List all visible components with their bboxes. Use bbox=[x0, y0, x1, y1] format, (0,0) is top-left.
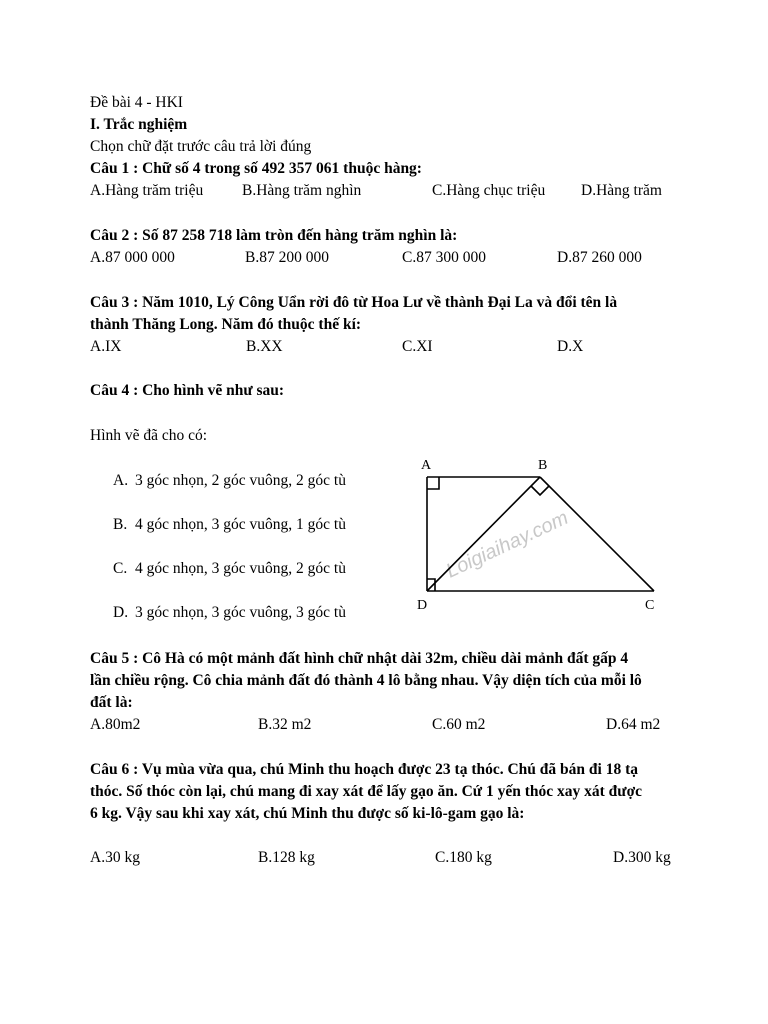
right-angle-mark-b bbox=[531, 486, 549, 495]
question-1-option-b: B.Hàng trăm nghìn bbox=[242, 182, 362, 199]
question-1-text: Câu 1 : Chữ số 4 trong số 492 357 061 thuộc hàng: bbox=[90, 160, 422, 177]
question-5-text-line-3: đất là: bbox=[90, 694, 133, 711]
question-3-text-line-1: Câu 3 : Năm 1010, Lý Công Uẩn rời đô từ Hoa Lư về thành Đại La và đổi tên là bbox=[90, 294, 618, 311]
question-4-option-b bbox=[113, 514, 346, 536]
question-5-option-d: D.64 m2 bbox=[606, 716, 661, 733]
question-6-option-b: B.128 kg bbox=[258, 849, 315, 866]
question-6-text-line-3: 6 kg. Vậy sau khi xay xát, chú Minh thu được số ki-lô-gam gạo là: bbox=[90, 805, 525, 822]
question-6-option-c: C.180 kg bbox=[435, 849, 492, 866]
vertex-label-c: C bbox=[645, 598, 655, 613]
watermark: Loigiaihay.com bbox=[442, 506, 572, 583]
question-3-option-c: C.XI bbox=[402, 338, 433, 355]
question-2-text: Câu 2 : Số 87 258 718 làm tròn đến hàng trăm nghìn là: bbox=[90, 227, 458, 244]
question-2-option-d: D.87 260 000 bbox=[557, 249, 642, 266]
question-2-option-c: C.87 300 000 bbox=[402, 249, 486, 266]
question-1-option-c: C.Hàng chục triệu bbox=[432, 182, 546, 199]
question-6-text-line-2: thóc. Số thóc còn lại, chú mang đi xay xát để lấy gạo ăn. Cứ 1 yến thóc xay xát được bbox=[90, 783, 643, 800]
question-4-option-c bbox=[113, 558, 346, 580]
option-letter: D. bbox=[113, 604, 129, 621]
option-text: 3 góc nhọn, 2 góc vuông, 2 góc tù bbox=[135, 472, 346, 489]
question-4-option-a bbox=[113, 470, 346, 492]
question-6-option-d: D.300 kg bbox=[613, 849, 671, 866]
question-1-option-a: A.Hàng trăm triệu bbox=[90, 182, 204, 199]
instruction-text: Chọn chữ đặt trước câu trả lời đúng bbox=[90, 138, 312, 155]
option-letter: A. bbox=[113, 472, 129, 489]
question-2-option-a: A.87 000 000 bbox=[90, 249, 175, 266]
vertex-label-b: B bbox=[538, 458, 548, 473]
option-text: 4 góc nhọn, 3 góc vuông, 2 góc tù bbox=[135, 560, 346, 577]
question-5-text-line-1: Câu 5 : Cô Hà có một mảnh đất hình chữ nhật dài 32m, chiều dài mảnh đất gấp 4 bbox=[90, 650, 629, 667]
question-1-option-d: D.Hàng trăm bbox=[581, 182, 662, 199]
question-5-option-b: B.32 m2 bbox=[258, 716, 312, 733]
option-letter: C. bbox=[113, 560, 128, 577]
edge-bc bbox=[540, 477, 654, 591]
question-3-text-line-2: thành Thăng Long. Năm đó thuộc thế kí: bbox=[90, 316, 362, 333]
question-4-text: Câu 4 : Cho hình vẽ như sau: bbox=[90, 382, 285, 399]
question-3-option-d: D.X bbox=[557, 338, 584, 355]
question-3-option-b: B.XX bbox=[246, 338, 283, 355]
question-6-text-line-1: Câu 6 : Vụ mùa vừa qua, chú Minh thu hoạch được 23 tạ thóc. Chú đã bán đi 18 tạ bbox=[90, 761, 638, 778]
question-4-option-d bbox=[113, 602, 346, 624]
question-6-option-a: A.30 kg bbox=[90, 849, 140, 866]
question-5-text-line-2: lần chiều rộng. Cô chia mảnh đất đó thành 4 lô bằng nhau. Vậy diện tích của mỗi lô bbox=[90, 672, 642, 689]
vertex-label-a: A bbox=[421, 458, 432, 473]
option-text: 4 góc nhọn, 3 góc vuông, 1 góc tù bbox=[135, 516, 346, 533]
page-title: Đề bài 4 - HKI bbox=[90, 94, 183, 111]
vertex-label-d: D bbox=[417, 598, 428, 613]
question-3-option-a: A.IX bbox=[90, 338, 122, 355]
question-5-option-c: C.60 m2 bbox=[432, 716, 486, 733]
option-text: 3 góc nhọn, 3 góc vuông, 3 góc tù bbox=[135, 604, 346, 621]
question-2-option-b: B.87 200 000 bbox=[245, 249, 329, 266]
option-letter: B. bbox=[113, 516, 128, 533]
section-heading: I. Trắc nghiệm bbox=[90, 116, 188, 133]
question-4-figure bbox=[400, 450, 670, 620]
question-5-option-a: A.80m2 bbox=[90, 716, 141, 733]
question-4-subtext: Hình vẽ đã cho có: bbox=[90, 427, 208, 444]
right-angle-mark-a bbox=[427, 477, 439, 489]
